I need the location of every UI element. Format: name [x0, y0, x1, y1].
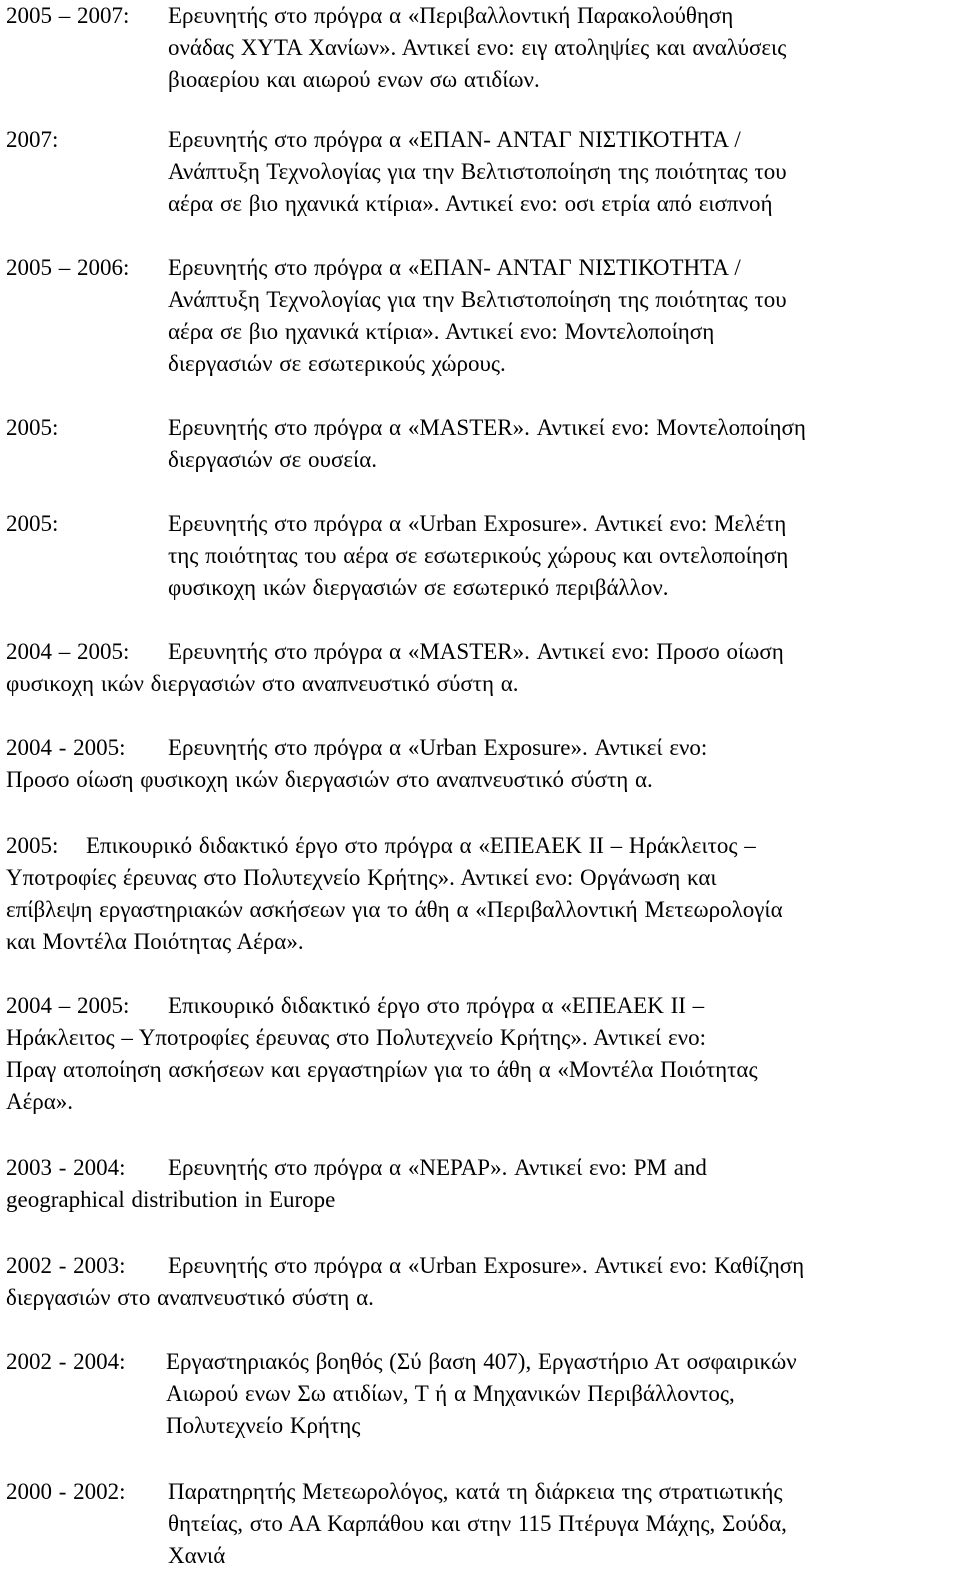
- entry-text: Ερευνητής στο πρόγρα α «MASTER». Αντικεί ενο: Μοντελοποίηση: [168, 415, 806, 440]
- entry-date: 2005 – 2006:: [6, 255, 130, 280]
- entry-date: 2004 – 2005:: [6, 993, 130, 1018]
- entry-text: διεργασιών σε ουσεία.: [168, 447, 377, 472]
- entry-text: Χανιά: [168, 1543, 226, 1568]
- entry-text: θητείας, στο ΑΑ Καρπάθου και στην 115 Πτέρυγα Μάχης, Σούδα,: [168, 1511, 787, 1536]
- entry-date: 2005:: [6, 833, 59, 858]
- entry-text: Υποτροφίες έρευνας στο Πολυτεχνείο Κρήτης». Αντικεί ενο: Οργάνωση και: [6, 865, 717, 890]
- entry-text: διεργασιών σε εσωτερικούς χώρους.: [168, 351, 506, 376]
- entry-text: Ερευνητής στο πρόγρα α «MASTER». Αντικεί ενο: Προσο οίωση: [168, 639, 784, 664]
- entry-text: διεργασιών στο αναπνευστικό σύστη α.: [6, 1285, 374, 1310]
- entry-text: επίβλεψη εργαστηριακών ασκήσεων για το άθη α «Περιβαλλοντική Μετεωρολογία: [6, 897, 783, 922]
- entry-date: 2004 – 2005:: [6, 639, 130, 664]
- entry-text: Ερευνητής στο πρόγρα α «NEPAP». Αντικεί ενο: PM and: [168, 1155, 707, 1180]
- entry-text: Πολυτεχνείο Κρήτης: [166, 1413, 361, 1438]
- entry-text: Ανάπτυξη Τεχνολογίας για την Βελτιστοποίηση της ποιότητας του: [168, 159, 787, 184]
- entry-text: Ηράκλειτος – Υποτροφίες έρευνας στο Πολυτεχνείο Κρήτης». Αντικεί ενο:: [6, 1025, 706, 1050]
- entry-date: 2002 - 2004:: [6, 1349, 126, 1374]
- entry-date: 2002 - 2003:: [6, 1253, 126, 1278]
- entry-text: Εργαστηριακός βοηθός (Σύ βαση 407), Εργαστήριο Ατ οσφαιρικών: [166, 1349, 797, 1374]
- entry-text: Επικουρικό διδακτικό έργο στο πρόγρα α «ΕΠΕΑΕΚ ΙΙ – Ηράκλειτος –: [86, 833, 756, 858]
- entry-text: Ερευνητής στο πρόγρα α «ΕΠΑΝ- ΑΝΤΑΓ ΝΙΣΤΙΚΟΤΗΤΑ /: [168, 255, 741, 280]
- entry-date: 2004 - 2005:: [6, 735, 126, 760]
- entry-date: 2003 - 2004:: [6, 1155, 126, 1180]
- entry-text: και Μοντέλα Ποιότητας Αέρα».: [6, 929, 304, 954]
- entry-text: Αέρα».: [6, 1089, 74, 1114]
- entry-text: Πραγ ατοποίηση ασκήσεων και εργαστηρίων για το άθη α «Μοντέλα Ποιότητας: [6, 1057, 758, 1082]
- entry-text: ονάδας ΧΥΤΑ Χανίων». Αντικεί ενο: ειγ ατοληψίες και αναλύσεις: [168, 35, 787, 60]
- entry-date: 2007:: [6, 127, 59, 152]
- entry-text: αέρα σε βιο ηχανικά κτίρια». Αντικεί ενο: Μοντελοποίηση: [168, 319, 715, 344]
- entry-text: Προσο οίωση φυσικοχη ικών διεργασιών στο αναπνευστικό σύστη α.: [6, 767, 653, 792]
- entry-date: 2005:: [6, 415, 59, 440]
- entry-text: geographical distribution in Europe: [6, 1187, 336, 1212]
- entry-text: αέρα σε βιο ηχανικά κτίρια». Αντικεί ενο: οσι ετρία από εισπνοή: [168, 191, 773, 216]
- entry-text: βιοαερίου και αιωρού ενων σω ατιδίων.: [168, 67, 540, 92]
- entry-date: 2000 - 2002:: [6, 1479, 126, 1504]
- entry-text: της ποιότητας του αέρα σε εσωτερικούς χώρους και οντελοποίηση: [168, 543, 789, 568]
- entry-date: 2005 – 2007:: [6, 3, 130, 28]
- entry-text: Ερευνητής στο πρόγρα α «Περιβαλλοντική Παρακολούθηση: [168, 3, 734, 28]
- entry-text: Ερευνητής στο πρόγρα α «Urban Exposure». Αντικεί ενο: Μελέτη: [168, 511, 787, 536]
- entry-text: Επικουρικό διδακτικό έργο στο πρόγρα α «ΕΠΕΑΕΚ ΙΙ –: [168, 993, 705, 1018]
- entry-text: Ανάπτυξη Τεχνολογίας για την Βελτιστοποίηση της ποιότητας του: [168, 287, 787, 312]
- entry-text: φυσικοχη ικών διεργασιών στο αναπνευστικό σύστη α.: [6, 671, 519, 696]
- entry-text: Αιωρού ενων Σω ατιδίων, Τ ή α Μηχανικών Περιβάλλοντος,: [166, 1381, 735, 1406]
- entry-text: Ερευνητής στο πρόγρα α «ΕΠΑΝ- ΑΝΤΑΓ ΝΙΣΤΙΚΟΤΗΤΑ /: [168, 127, 741, 152]
- entry-text: Παρατηρητής Μετεωρολόγος, κατά τη διάρκεια της στρατιωτικής: [168, 1479, 783, 1504]
- entry-text: φυσικοχη ικών διεργασιών σε εσωτερικό περιβάλλον.: [168, 575, 669, 600]
- entry-text: Ερευνητής στο πρόγρα α «Urban Exposure». Αντικεί ενο:: [168, 735, 708, 760]
- entry-date: 2005:: [6, 511, 59, 536]
- entry-text: Ερευνητής στο πρόγρα α «Urban Exposure». Αντικεί ενο: Καθίζηση: [168, 1253, 805, 1278]
